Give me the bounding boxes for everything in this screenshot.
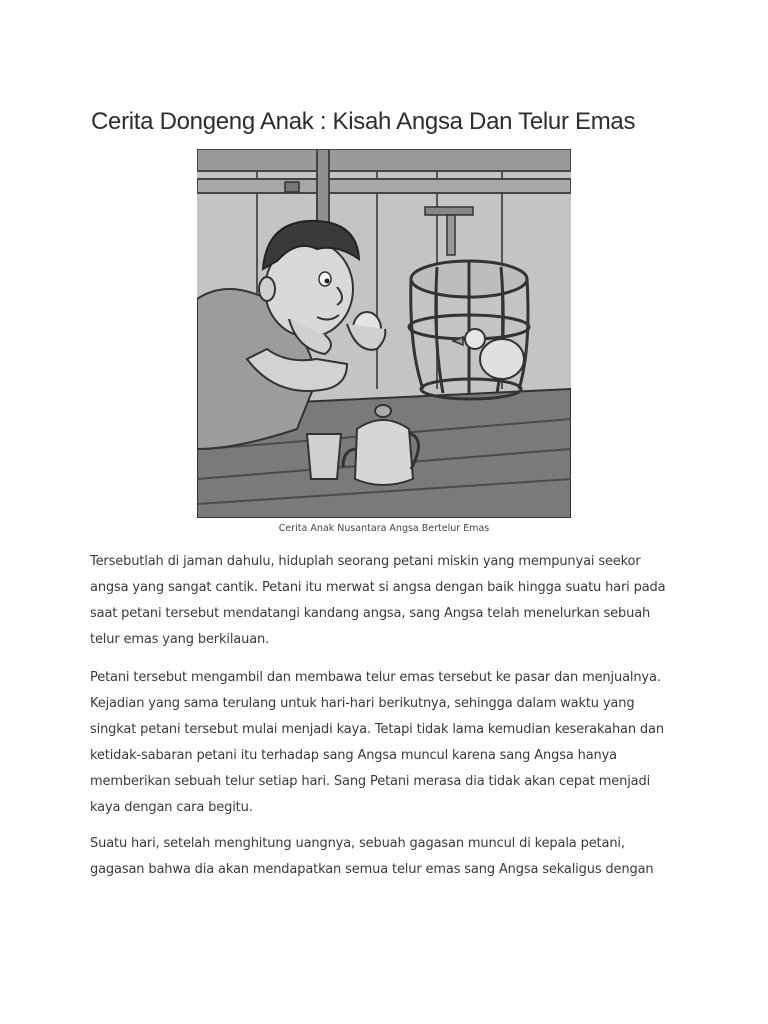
paragraph-line: angsa yang sangat cantik. Petani itu merwat si angsa dengan baik hingga suatu hari pada: [90, 580, 666, 595]
paragraph: [90, 831, 690, 883]
paragraph-line: gagasan bahwa dia akan mendapatkan semua telur emas sang Angsa sekaligus dengan: [90, 862, 654, 877]
story-illustration: [197, 149, 571, 518]
paragraph-line: singkat petani tersebut mulai menjadi kaya. Tetapi tidak lama kemudian keserakahan dan: [90, 722, 664, 737]
paragraph: [90, 665, 690, 821]
paragraph-line: kaya dengan cara begitu.: [90, 800, 253, 815]
paragraph-line: Petani tersebut mengambil dan membawa telur emas tersebut ke pasar dan menjualnya.: [90, 670, 661, 685]
paragraph-line: Tersebutlah di jaman dahulu, hiduplah seorang petani miskin yang mempunyai seekor: [90, 554, 641, 569]
paragraph-line: ketidak-sabaran petani itu terhadap sang Angsa muncul karena sang Angsa hanya: [90, 748, 617, 763]
paragraph-line: telur emas yang berkilauan.: [90, 632, 270, 647]
paragraph-line: memberikan sebuah telur setiap hari. Sang Petani merasa dia tidak akan cepat menjadi: [90, 774, 651, 789]
figure-caption: Cerita Anak Nusantara Angsa Bertelur Emas: [278, 523, 490, 534]
paragraph-line: Suatu hari, setelah menghitung uangnya, sebuah gagasan muncul di kepala petani,: [90, 836, 625, 851]
paragraph-line: saat petani tersebut mendatangi kandang angsa, sang Angsa telah menelurkan sebuah: [90, 606, 651, 621]
page-title: Cerita Dongeng Anak : Kisah Angsa Dan Telur Emas: [91, 108, 636, 135]
paragraph: [90, 549, 690, 653]
paragraph-line: Kejadian yang sama terulang untuk hari-hari berikutnya, sehingga dalam waktu yang: [90, 696, 635, 711]
